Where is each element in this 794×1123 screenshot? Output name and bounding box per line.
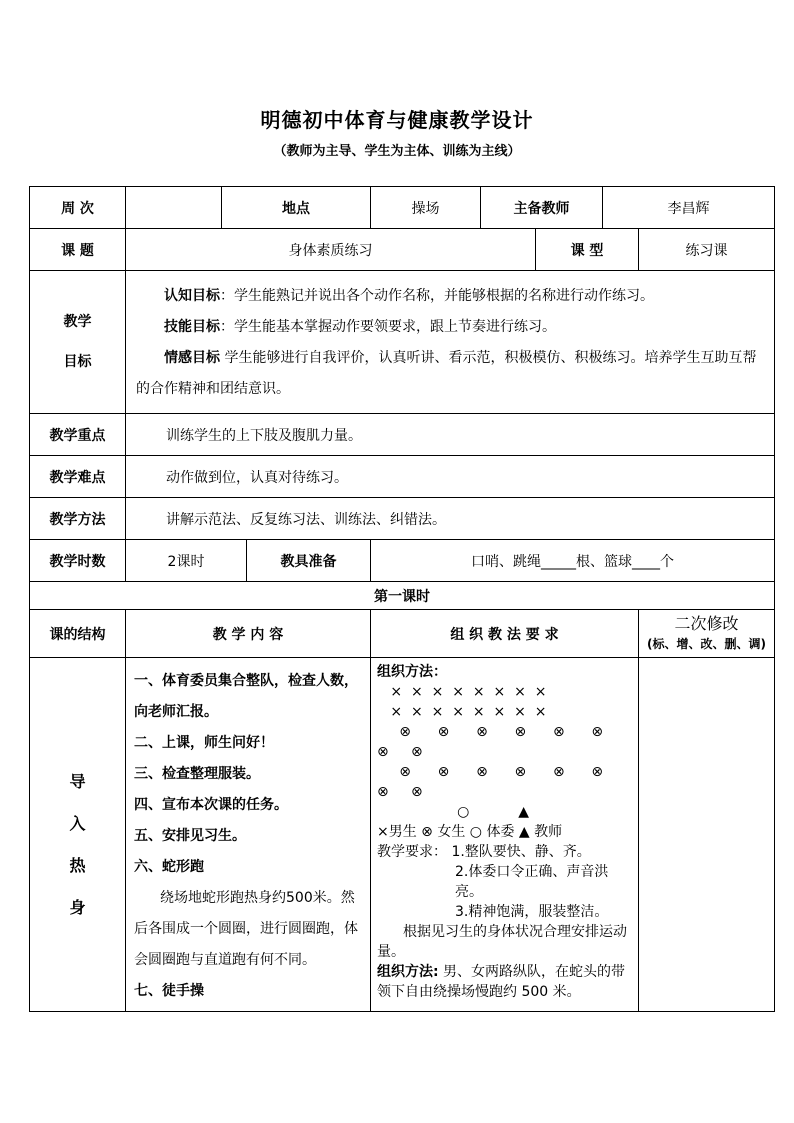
req-paragraph: 根据见习生的身体状况合理安排运动量。 [377, 924, 627, 960]
equip-value: 口哨、跳绳_____根、篮球____个 [371, 540, 775, 582]
req-line: 2.体委口令正确、声音洪亮。 [455, 864, 609, 900]
teacher-label: 主备教师 [481, 187, 603, 229]
goal-label-line1: 教学 [63, 314, 92, 330]
req-line: 教学要求： 1.整队要快、静、齐。 [377, 844, 591, 860]
org-method2-text: 男、女两路纵队，在蛇头的带领下自由绕操场慢跑约 500 米。 [377, 964, 626, 1000]
section-char: 热 [69, 855, 86, 875]
formation-row-boys: × × × × × × × × [377, 684, 547, 700]
page-title: 明德初中体育与健康教学设计 [260, 108, 534, 132]
skill-goal-text: ：学生能基本掌握动作要领要求，跟上节奏进行练习。 [220, 319, 556, 335]
formation-row-girls: ⊗ ⊗ [377, 784, 423, 800]
emo-goal-label: 情感目标 [164, 350, 220, 366]
place-label: 地点 [222, 187, 371, 229]
topic-label: 课 题 [30, 229, 126, 271]
page-subtitle: （教师为主导、学生为主体、训练为主线） [273, 144, 521, 159]
section-char: 入 [69, 813, 86, 833]
formation-legend: ×男生 ⊗ 女生 ○ 体委 ▲ 教师 [377, 824, 563, 840]
week-value [126, 187, 222, 229]
content-item: 三、检查整理服装。 [134, 766, 260, 782]
key-label: 教学重点 [30, 414, 126, 456]
formation-row-boys: × × × × × × × × [377, 704, 547, 720]
revise-label: 二次修改 [674, 613, 739, 633]
formation-row-girls: ⊗ ⊗ ⊗ ⊗ ⊗ ⊗ [377, 764, 604, 780]
equip-label: 教具准备 [247, 540, 371, 582]
goals-cell [126, 271, 775, 414]
hours-value: 2课时 [126, 540, 247, 582]
formation-row-leaders: ○ ▲ [377, 804, 530, 820]
revise-cell [639, 658, 775, 1012]
org-method-title: 组织方法： [377, 664, 447, 680]
content-item: 五、安排见习生。 [134, 828, 246, 844]
content-item: 六、蛇形跑 [134, 859, 204, 875]
type-value: 练习课 [639, 229, 775, 271]
org-cell [371, 658, 639, 1012]
lesson-plan-table [29, 186, 775, 1012]
revise-sub: (标、增、改、删、调) [647, 636, 766, 651]
emo-goal-text: 学生能够进行自我评价，认真听讲、看示范，积极模仿、积极练习。培养学生互助互帮的合作精神和团结意识。 [136, 350, 757, 397]
cog-goal-text: ：学生能熟记并说出各个动作名称，并能够根据的名称进行动作练习。 [220, 288, 654, 304]
cog-goal-label: 认知目标 [164, 288, 220, 304]
key-value: 训练学生的上下肢及腹肌力量。 [126, 414, 775, 456]
content-item: 七、徒手操 [134, 983, 204, 999]
section-char: 导 [69, 771, 86, 791]
lesson-label: 第一课时 [30, 582, 775, 610]
struct-label: 课的结构 [30, 610, 126, 658]
week-label: 周 次 [30, 187, 126, 229]
section-char: 身 [69, 897, 86, 917]
content-cell [126, 658, 371, 1012]
place-value: 操场 [371, 187, 481, 229]
teacher-value: 李昌辉 [603, 187, 775, 229]
formation-row-girls: ⊗ ⊗ [377, 744, 423, 760]
revise-header [639, 610, 775, 658]
section-label-cell [30, 658, 126, 1012]
hours-label: 教学时数 [30, 540, 126, 582]
goal-label-line2: 目标 [63, 354, 92, 370]
content-item: 二、上课，师生问好！ [134, 735, 274, 751]
req-line: 3.精神饱满，服装整洁。 [455, 904, 609, 920]
content-item: 一、体育委员集合整队，检查人数，向老师汇报。 [134, 673, 358, 720]
content-label: 教 学 内 容 [126, 610, 371, 658]
diff-label: 教学难点 [30, 456, 126, 498]
diff-value: 动作做到位，认真对待练习。 [126, 456, 775, 498]
content-paragraph: 绕场地蛇形跑热身约500米。然后各围成一个圆圈，进行圆圈跑，体会圆圈跑与直道跑有何不同。 [134, 890, 358, 968]
content-item: 四、宣布本次课的任务。 [134, 797, 288, 813]
type-label: 课 型 [536, 229, 639, 271]
formation-row-girls: ⊗ ⊗ ⊗ ⊗ ⊗ ⊗ [377, 724, 604, 740]
topic-value: 身体素质练习 [126, 229, 536, 271]
method-value: 讲解示范法、反复练习法、训练法、纠错法。 [126, 498, 775, 540]
org-label: 组 织 教 法 要 求 [371, 610, 639, 658]
goal-label [30, 271, 126, 414]
org-method2-title: 组织方法: [377, 964, 439, 980]
skill-goal-label: 技能目标 [164, 319, 220, 335]
method-label: 教学方法 [30, 498, 126, 540]
org-method2 [377, 962, 634, 1002]
